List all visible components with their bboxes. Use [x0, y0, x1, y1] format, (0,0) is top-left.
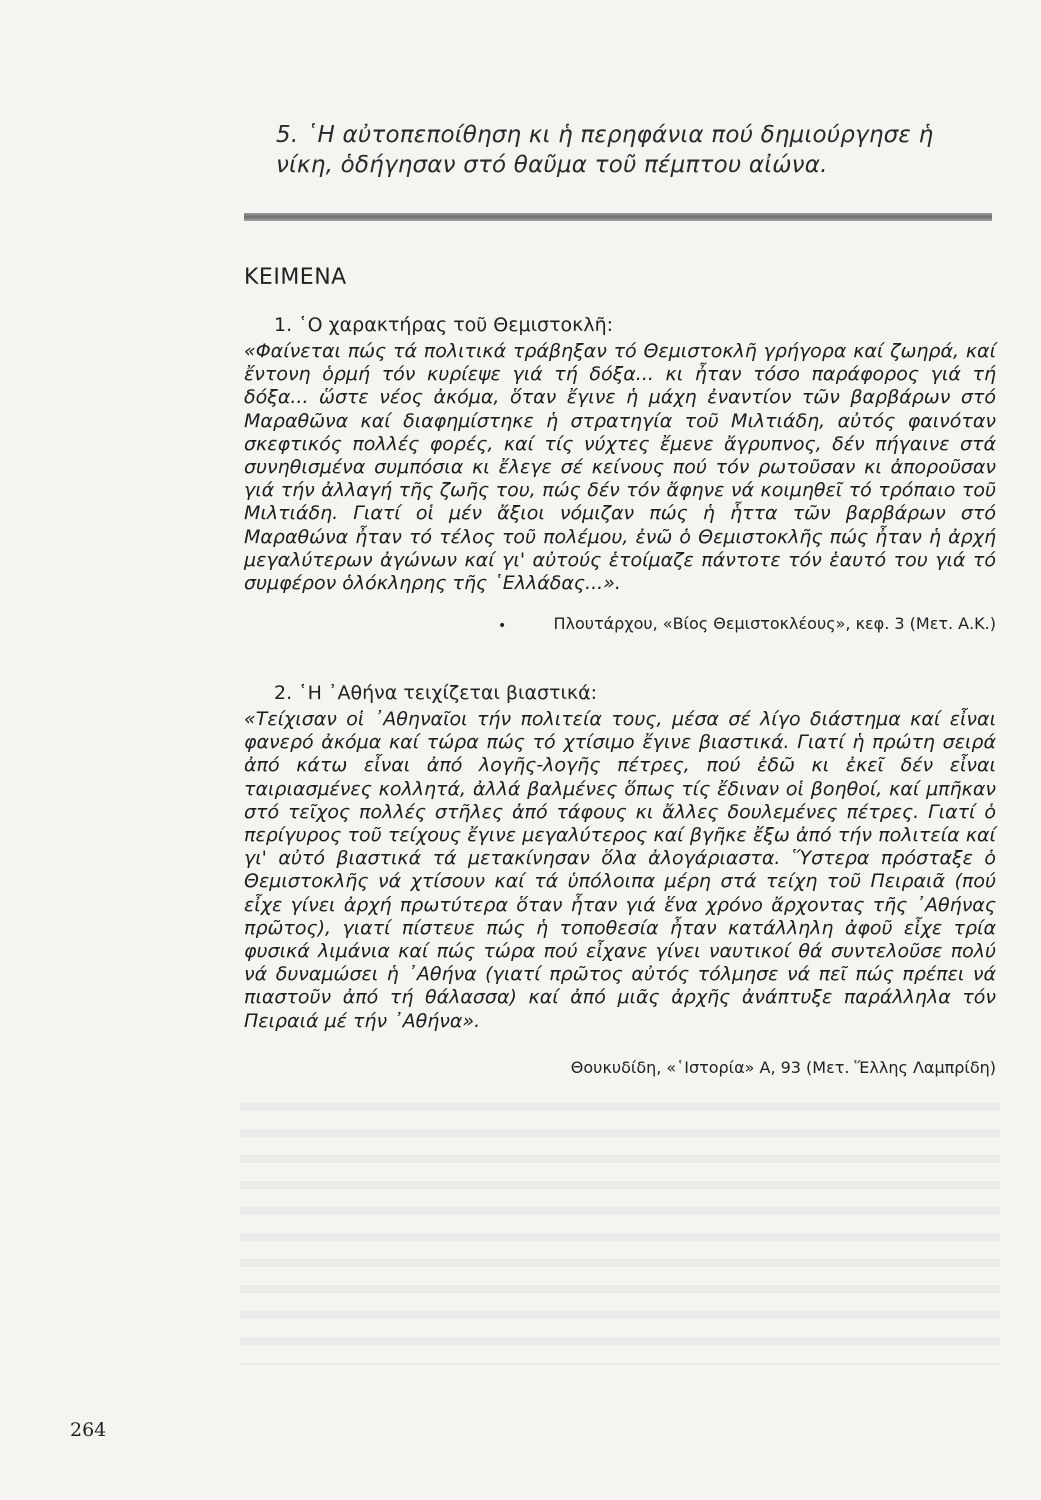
text-title: 1. ῾Ο χαρακτήρας τοῦ Θεμιστοκλῆ:	[274, 314, 614, 336]
bleed-through-shadow	[240, 1085, 1000, 1365]
text-excerpt-1	[244, 312, 996, 635]
text-source	[244, 613, 996, 635]
source-citation: Θουκυδίδη, «῾Ιστορία» Α, 93 (Μετ. Ἕλλης Λαμπρίδη)	[570, 1057, 996, 1077]
text-body: «Τείχισαν οἱ ᾿Αθηναῖοι τήν πολιτεία τους, μέσα σέ λίγο διάστημα καί εἶναι φανερό ἀκόμα καί τώρα πώς τό χτίσιμο ἔγινε βιαστικά. Γιατί ἡ πρώτη σειρά ἀπό κάτω εἶναι ἀπό λογῆς-λογῆς πέτρες, πού ἐδῶ κι ἐκεῖ δέν εἶναι ταιριασμένες κολλητά, ἀλλά βαλμένες ὅπως τίς ἔδιναν οἱ βοηθοί, καί μπῆκαν στό τεῖχος πολλές στῆλες ἀπό τάφους κι ἄλλες δουλεμένες πέτρες. Γιατί ὁ περίγυρος τοῦ τείχους ἔγινε μεγαλύτερος καί βγῆκε ἔξω ἀπό τήν πολιτεία καί γι' αὐτό βιαστικά τά μετακίνησαν ὅλα ἀλογάριαστα. Ὕστερα πρόσταξε ὁ Θεμιστοκλῆς νά χτίσουν καί τά ὑπόλοιπα μέρη στά τείχη τοῦ Πειραιᾶ (πού εἶχε γίνει ἀρχή πρωτύτερα ὅταν ἦταν γιά ἕνα χρόνο ἄρχοντας τῆς ᾿Αθήνας πρῶτος), γιατί πίστευε πώς ἡ τοποθεσία ἦταν κατάλληλη ἀφοῦ εἶχε τρία φυσικά λιμάνια καί πώς τώρα πού εἶχανε γίνει ναυτικοί θά συντελοῦσε πολύ νά δυναμώσει ἡ ᾿Αθήνα (γιατί πρῶτος αὐτός τόλμησε νά πεῖ πώς πρέπει νά πιαστοῦν ἀπό τή θάλασσα) καί ἀπό μιᾶς ἀρχῆς ἀνάπτυξε παράλληλα τόν Πειραιά μέ τήν ᾿Αθήνα».	[244, 708, 996, 1032]
section-divider	[244, 213, 992, 221]
summary-point-5: 5. ῾Η αὐτοπεποίθηση κι ἡ περηφάνια πού δημιούργησε ἡ νίκη, ὁδήγησαν στό θαῦμα τοῦ πέμπτου αἰώνα.	[276, 122, 934, 178]
section-heading: ΚΕΙΜΕΝΑ	[244, 265, 347, 290]
bullet-mark: •	[498, 618, 507, 635]
text-body: «Φαίνεται πώς τά πολιτικά τράβηξαν τό Θεμιστοκλῆ γρήγορα καί ζωηρά, καί ἔντονη ὁρμή τόν κυρίεψε γιά τή δόξα... κι ἦταν τόσο παράφορος γιά τή δόξα... ὥστε νέος ἀκόμα, ὅταν ἔγινε ἡ μάχη ἐναντίον τῶν βαρβάρων στό Μαραθῶνα καί διαφημίστηκε ἡ στρατηγία τοῦ Μιλτιάδη, αὐτός φαινόταν σκεφτικός πολλές φορές, καί τίς νύχτες ἔμενε ἄγρυπνος, δέν πήγαινε στά συνηθισμένα συμπόσια κι ἔλεγε σέ κείνους πού τόν ρωτοῦσαν κι ἀποροῦσαν γιά τήν ἀλλαγή τῆς ζωῆς του, πώς δέν τόν ἄφηνε νά κοιμηθεῖ τό τρόπαιο τοῦ Μιλτιάδη. Γιατί οἱ μέν ἄξιοι νόμιζαν πώς ἡ ἧττα τῶν βαρβάρων στό Μαραθώνα ἦταν τό τέλος τοῦ πολέμου, ἐνῶ ὁ Θεμιστοκλῆς πώς ἦταν ἡ ἀρχή μεγαλύτερων ἀγώνων καί γι' αὐτούς ἑτοίμαζε πάντοτε τόν ἑαυτό του γιά τό συμφέρον ὁλόκληρης τῆς ῾Ελλάδας...».	[244, 340, 996, 595]
text-excerpt-2	[244, 680, 996, 1079]
page-number: 264	[70, 1419, 107, 1441]
text-title: 2. ῾Η ᾿Αθήνα τειχίζεται βιαστικά:	[274, 682, 598, 704]
text-source	[244, 1057, 996, 1079]
source-citation: Πλουτάρχου, «Βίος Θεμιστοκλέους», κεφ. 3 (Μετ. Α.Κ.)	[553, 614, 996, 634]
